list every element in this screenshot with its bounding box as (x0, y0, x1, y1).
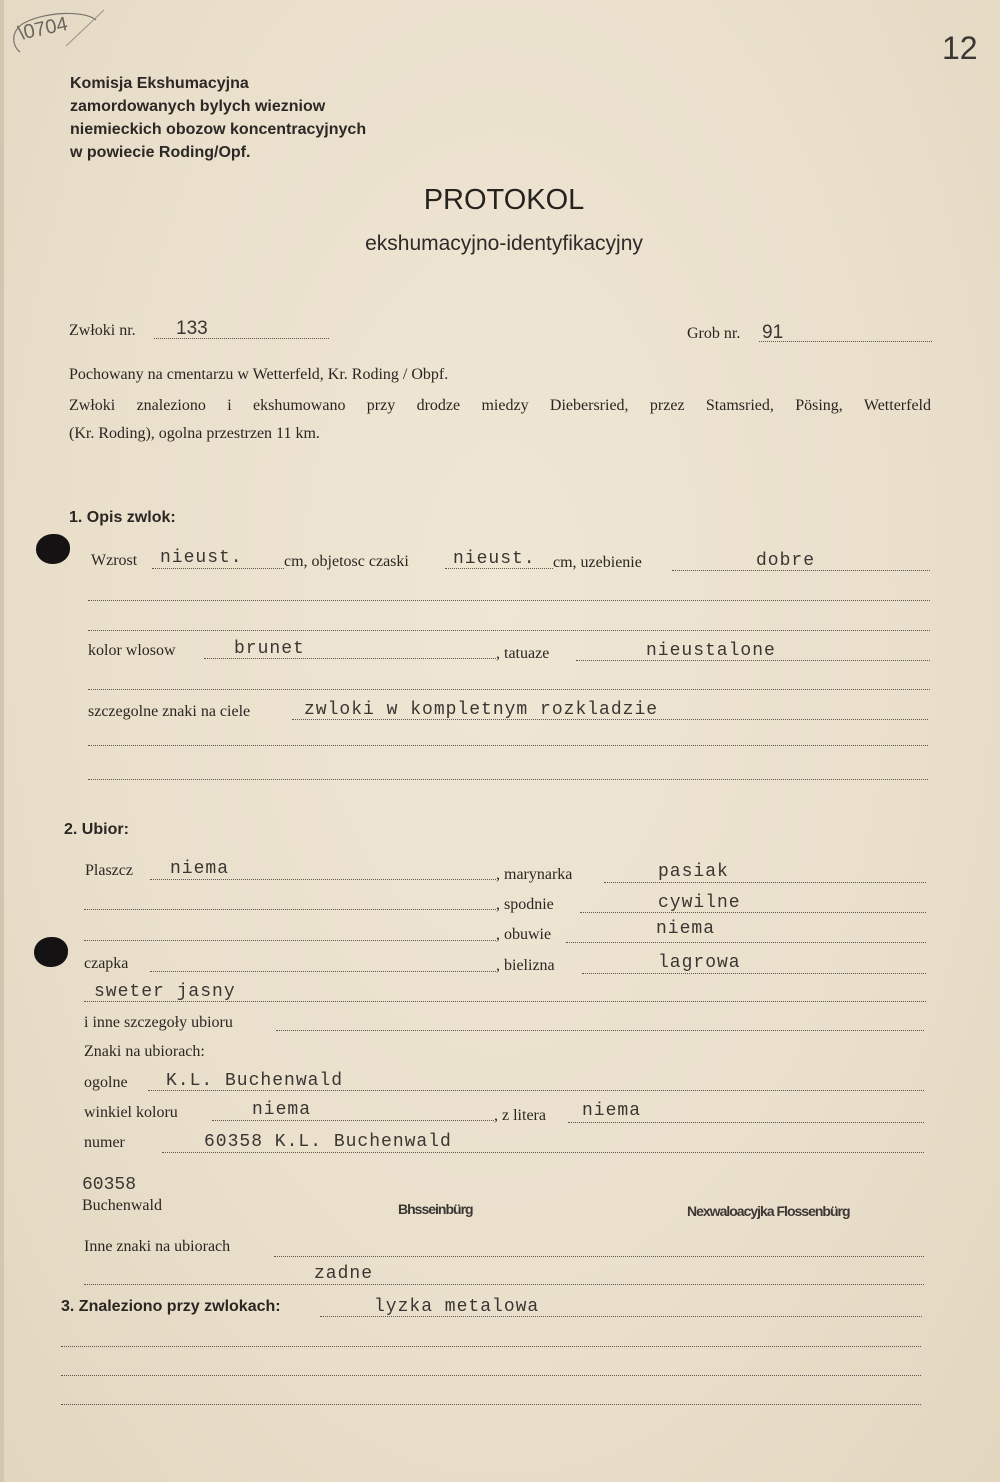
exhumation-route-text: Zwłoki znaleziono i ekshumowano przy drodze miedzy Diebersried, przez Stamsried, Pösing, Wetterfeld (69, 397, 931, 414)
inne-znaki-label: Inne znaki na ubiorach (84, 1238, 231, 1255)
section-3-heading: 3. Znaleziono przy zwlokach: (61, 1298, 281, 1315)
litera-dotted-line (568, 1122, 924, 1123)
page-number: 12 (942, 30, 978, 66)
kolor-label: kolor wlosow (88, 642, 176, 659)
prisoner-number: 60358 (82, 1175, 137, 1195)
litera-value: niema (582, 1101, 642, 1121)
document-subtitle: ekshumacyjno-identyfikacyjny (365, 232, 643, 255)
czaska-value: nieust. (453, 549, 536, 569)
numer-dotted-line (162, 1152, 924, 1153)
spodnie-label: , spodnie (496, 896, 554, 913)
section-1-heading: 1. Opis zwlok: (69, 509, 176, 526)
blank-line (61, 1404, 921, 1405)
archive-mark: \0704 (16, 13, 70, 45)
commission-header (70, 72, 366, 164)
spodnie-dotted-line (580, 912, 926, 913)
grob-number: 91 (762, 322, 784, 343)
header-line-3: niemieckich obozow koncentracyjnych (70, 121, 367, 138)
ink-blot (34, 937, 68, 967)
grob-dotted-line (759, 341, 932, 342)
obuwie-value: niema (656, 919, 716, 939)
obuwie-dotted-line (566, 942, 926, 943)
blank-line (84, 940, 496, 941)
znaki-ubior-label: Znaki na ubiorach: (84, 1043, 205, 1060)
winkiel-dotted-line (212, 1120, 494, 1121)
blank-line (84, 909, 496, 910)
spodnie-value: cywilne (658, 893, 741, 913)
czaska-label: cm, objetosc czaski (284, 553, 409, 570)
section-2-heading: 2. Ubior: (64, 821, 129, 838)
blank-line (88, 600, 930, 601)
blank-line (61, 1375, 921, 1376)
numer-value: 60358 K.L. Buchenwald (204, 1132, 452, 1152)
ink-blot (36, 534, 70, 564)
plaszcz-value: niema (170, 859, 230, 879)
header-line-2: zamordowanych bylych wiezniow (70, 98, 326, 115)
winkiel-label: winkiel koloru (84, 1104, 178, 1121)
znaki-ciele-value: zwloki w kompletnym rozkladzie (304, 700, 659, 720)
zwloki-number: 133 (176, 318, 208, 339)
zwloki-label: Zwłoki nr. (69, 322, 136, 339)
blank-line (88, 689, 930, 690)
bielizna-value: lagrowa (658, 953, 741, 973)
inne-szczegoly-dotted-line (276, 1030, 924, 1031)
burial-place-text: Pochowany na cmentarzu w Wetterfeld, Kr. Roding / Obpf. (69, 366, 449, 383)
ogolne-value: K.L. Buchenwald (166, 1071, 344, 1091)
found-items-value: lyzka metalowa (374, 1297, 540, 1317)
marynarka-label: , marynarka (496, 866, 573, 883)
obuwie-label: , obuwie (496, 926, 552, 943)
inne-znaki-dotted-line-2 (84, 1284, 924, 1285)
wzrost-label: Wzrost (91, 552, 138, 569)
wzrost-value: nieust. (160, 548, 243, 568)
document-title: PROTOKOL (423, 184, 585, 216)
header-line-4: w powiecie Roding/Opf. (70, 144, 251, 161)
litera-label: , z litera (494, 1107, 546, 1124)
struck-out-commission: Nexwaloacyjka Flossenbürg (687, 1203, 850, 1219)
blank-line (61, 1346, 921, 1347)
blank-line (88, 745, 928, 746)
plaszcz-dotted-line (150, 879, 496, 880)
marynarka-value: pasiak (658, 862, 729, 882)
blank-line (88, 779, 928, 780)
struck-out-camp: Bhsseinbürg (398, 1201, 473, 1217)
znaki-ciele-label: szczegolne znaki na ciele (88, 703, 251, 720)
bielizna-label: , bielizna (496, 957, 555, 974)
bielizna-dotted-line (582, 973, 926, 974)
inne-szczegoly-label: i inne szczegoły ubioru (84, 1014, 233, 1031)
winkiel-value: niema (252, 1100, 312, 1120)
numer-label: numer (84, 1134, 125, 1151)
header-line-1: Komisja Ekshumacyjna (70, 75, 249, 92)
marynarka-dotted-line (604, 882, 926, 883)
inne-znaki-value: zadne (314, 1264, 374, 1284)
czapka-dotted-line (150, 971, 496, 972)
wzrost-dotted-line (152, 568, 284, 569)
kolor-value: brunet (234, 639, 305, 659)
inne-znaki-dotted-line (274, 1256, 924, 1257)
ogolne-label: ogolne (84, 1074, 128, 1091)
uzebienie-label: cm, uzebienie (553, 554, 642, 571)
czapka-label: czapka (84, 955, 129, 972)
uzebienie-value: dobre (756, 551, 816, 571)
tatuaze-label: , tatuaze (496, 645, 550, 662)
blank-line (88, 630, 930, 631)
route-distance-text: (Kr. Roding), ogolna przestrzen 11 km. (69, 425, 320, 442)
grob-label: Grob nr. (687, 325, 741, 342)
camp-name: Buchenwald (82, 1197, 162, 1214)
sweter-value: sweter jasny (94, 982, 236, 1002)
plaszcz-label: Plaszcz (85, 862, 133, 879)
tatuaze-value: nieustalone (646, 641, 776, 661)
